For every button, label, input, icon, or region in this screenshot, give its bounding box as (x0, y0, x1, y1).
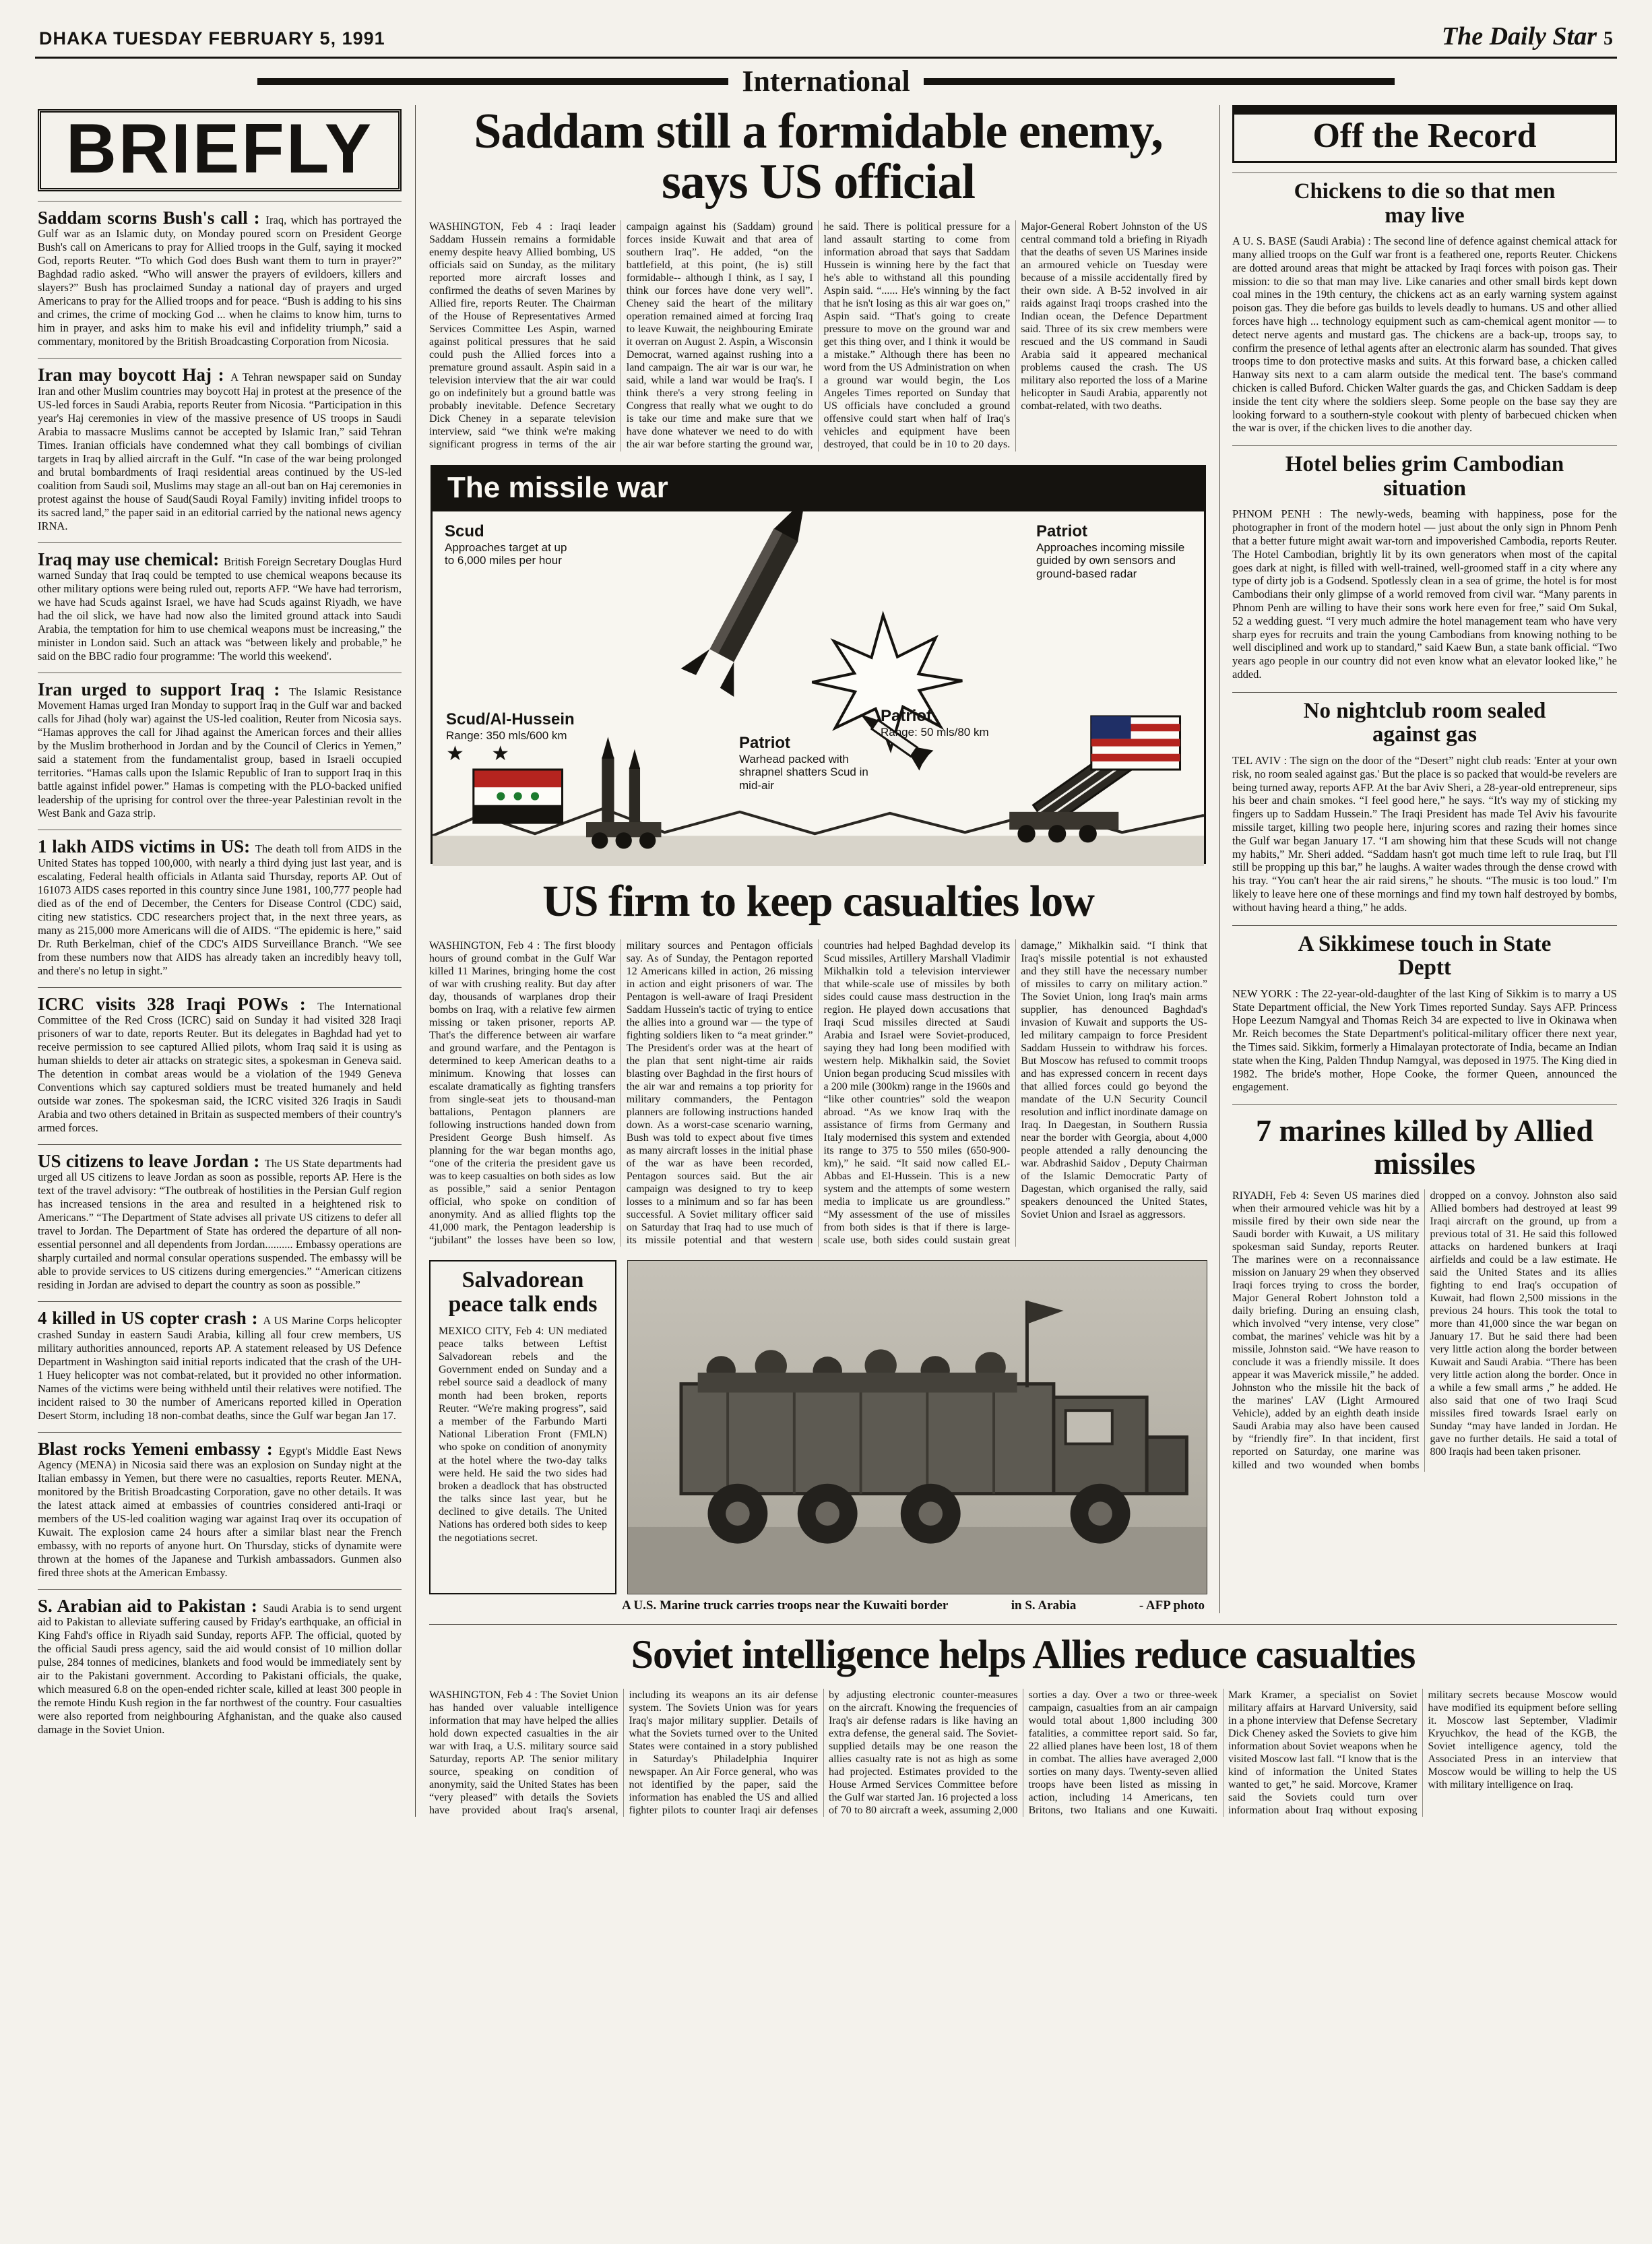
brief-title: Saddam scorns Bush's call : (38, 208, 266, 228)
brief-title: Iran may boycott Haj : (38, 365, 231, 385)
missile-war-stage (433, 511, 1204, 862)
masthead-right (1442, 22, 1613, 51)
patriot-label: Patriot Approaches incoming missile guided by own sensors and ground-based radar (1036, 522, 1185, 580)
photo-caption (429, 1594, 1207, 1613)
otr-item-title: Hotel belies grim Cambodian situation (1285, 452, 1564, 501)
off-the-record-title: Off the Record (1232, 105, 1617, 163)
marines-article-body: RIYADH, Feb 4: Seven US marines died when their armoured vehicle was hit by a missile fired by their own side near the Saudi border with Kuwait, a US military spokesman said Sunday, reports Reuter. The marines were on a reconnaissance mission on January 29 when they observed Iraqi forces trying to cross the border, Major General Robert Johnston told a daily briefing. During an ensuing clash, which involved “very intense, very close” combat, the marines' vehicle was hit by a missile, Johnston said. “We have reason to conclude it was a friendly missile. It does appear it was Maverick missile,” he added. Johnston who the missile hit the back of the marines' LAV (Light Armoured Vehicle), added by an eighth death inside Saudi Arabia may also have been caused by “friendly fire”. In that incident, first reported on Saturday, one marine was killed and two wounded when bombs dropped on a convoy. Johnston also said Allied bombers had destroyed at least 99 Iraqi aircraft on the ground, up from a previous total of 31. He said this followed attacks on hardened bunkers at Iraqi airfields and could be a law estimate. He said the United States and its allies fighting to end Iraq's occupation of Kuwait, had flown 2,500 missions in the previous 24 hours. This took the total to more than 41,000 since the war began on January 17. But he said there had been very little action along the border between Kuwait and Saudi Arabia. “There has been very little action along the border. Once in a while a few small arms ,” he added. He also said that one of two Iraqi Scud missiles fired towards Israel early on Sunday “may have landed in Jordan. He gave no further details. He said a total of 800 Iraqis had been taken prisoner. (1232, 1189, 1617, 1471)
brief-body: The International Committee of the Red Cross (ICRC) said on Sunday it had visited 328 Iraqi prisoners of war to date, reports Reuter. But its delegates in Baghdad had yet to receive permission to see captured Allied pilots, whom Iraq said it is using as human shields to deter air attacks on strategic sites, a spokesman in Geneva said. The detention in combat areas would be a violation of the 1949 Geneva Conventions which say captured soldiers must be treated humanely and held outside war zones. The spokesman said, the ICRC visited 326 Iraqis in Saudi Arabia and two others detained in Britain as suspected members of their country's armed forces. (38, 999, 402, 1135)
brief-title: Blast rocks Yemeni embassy : (38, 1438, 279, 1459)
brief-body: The death toll from AIDS in the United States has topped 100,000, with nearly a third dying just last year, and is escalating, Federal health officials in Atlanta said Thursday, reports AP. Out of 161073 AIDS cases reported in this country since June 1981, 100,777 people had died as of the end of December, the Centers for Disease Control (CDC) said, citing new statistics. CDC researchers project that, in the next three years, as many as 215,000 more Americans will die of AIDS. “The epidemic is here,” said Dr. Ruth Berkelman, chief of the CDC's AIDS Surveillance Branch. “We see from these numbers now that AIDS has already taken an incredibly heavy toll, and there's no letup in sight.” (38, 842, 402, 977)
otr-item-body: A U. S. BASE (Saudi Arabia) : The second line of defence against chemical attack for many allied troops on the Gulf war front is a feathered one, reports Reuter. Chickens are dotted around areas that might be attacked by Iraqi forces with poison gas. Their mission: to die so that man may live. Like canaries and other small birds kept down coal mines in the 19th century, the chickens act as an early warning system against poison gas. They die before gas builds to levels deadly to humans. US and other allied forces have high ... technology equipment such as cam-chemical agent monitor — to detect nerve agents and mustard gas. The chickens are a back-up, troops say, to confirm the presence of lethal agents after an electronic alarm has sounded. That gives troops time to don protective masks and suits. At this forward base, a chicken called Hanway sits next to a cam alarm outside the medical tent. The base's command chicken is called Buford. Chicken Walter guards the gas, and Chicken Saddam is deep inside the tent city where the soldiers sleep. Some people on the base say they are looking forward to a southern-style cookout with plenty of barbecued chicken when the war is over, if the chicken lives to die another day. (1232, 235, 1617, 435)
brief-item-saddam-scorns (38, 201, 402, 348)
otr-item-hotel (1232, 445, 1617, 681)
brief-body: Saudi Arabia is to send urgent aid to Pakistan to alleviate suffering caused by Friday's earthquake, an official in King Fahd's office in Riyadh said Sunday, reports AFP. The official, quoted by the official Saudi press agency, said the aid would consist of 10 million dollar pulse, 284 tonnes of medicines, blankets and food would be immediately sent by air to the Pakistani government. According to Pakistani officials, the quake, which measured 6.8 on the open-ended richter scale, killed at least 300 people in the remote Hindu Kush region in the far northwest of the country. Four casualties were also reported from neighbouring Afghanistan, and the quake also caused damage in the Soviet Union. (38, 1602, 402, 1737)
otr-item-chickens (1232, 173, 1617, 435)
scud-label: Scud Approaches target at up to 6,000 miles per hour (445, 522, 573, 567)
section-rule-left (257, 78, 728, 85)
otr-item-title: No nightclub room sealed against gas (1303, 698, 1546, 747)
salvador-headline: Salvadorean peace talk ends (448, 1268, 598, 1317)
otr-item-body: PHNOM PENH : The newly-weds, beaming with happiness, pose for the photographer in front of the modern hotel — just about the only sign in Phnom Penh that a better future might await war-torn and impoverished Cambodia, reports Reuter. The Hotel Cambodian, brightly lit by its own generators when most of the capital goes dark at night, is filled with well-trained, well-groomed staff in a city where any type of dirty job is a Godsend. Spotlessly clean in a sea of grime, the hotel is for most Cambodians their only glimpse of a world removed from civil war. “Many parents in Phnom Penh are willing to have their sons work here even for free,” said Om Sukal, 52 a wedding guest. “I very much admire the hotel management team who have very sharp eyes for recruits and train the young Cambodians from knowing nothing to be well disciplined and work up to standard,” said Kaew Bun, a state bank official. “Two years ago people in our country did not even know what an elevator looked like,” he added. (1232, 507, 1617, 681)
soviet-article-body: WASHINGTON, Feb 4 : The Soviet Union has handed over valuable intelligence information that may have helped the allies hold down expected casualties in the air war with Iraq, a U.S. military source said Saturday, reports AP. The senior military source, speaking on condition of anonymity, said the United States has been “very pleased” with details the Soviets have provided about Iraq's arsenal, including its weapons an its air defense system. The Soviets Union was for years Iraq's major military supplier. Details of what the Soviets turned over to the United States were contained in a story published in Saturday's Philadelphia Inquirer newspaper. An Air Force general, who was not identified by the paper, said the information has enabled the US and allied fighter pilots to counter Iraqi air defenses by adjusting electronic counter-measures on the aircraft. Knowing the frequencies of Iraq's air defense radars is like having an extra defense, the general said. The Soviet-supplied details may be one reason the allies casualty rate is not as high as some had projected. Estimates provided to the House Armed Services Committee before the Gulf war started Jan. 16 projected a loss of 70 to 80 aircraft a week, assuming 2,000 sorties a day. Over a two or three-week campaign, casualties from an air campaign would total about 1,800 including 300 fatalities, a committee report said. So far, 22 allied planes have been lost, 18 of them in combat. The allies have averaged 2,000 sorties on many days. Twenty-seven allied troops have been listed as missing in action, including 14 Americans, ten Britons, two Italians and one Kuwaiti. Mark Kramer, a specialist on Soviet military affairs at Harvard University, said in a phone interview that Defense Secretary Dick Cheney asked the Soviets to give him information about Soviet weapons when he visited Moscow last fall. “I know that is the kind of information the United States wanted to get,” he said. Morcove, Kramer said the Soviets could turn over information about Iraq without exposing military secrets because Moscow would have modified its equipment before selling it. Moscow last September, Vladimir Kryuchkov, the head of the KGB, the Soviet intelligence agency, told the Associated Press in an interview that Moscow would be willing to help the US with military intelligence on Iraq. (429, 1689, 1617, 1817)
scud-stars: ★ ★ (446, 743, 521, 766)
top-area (429, 105, 1617, 1613)
brief-item-icrc-pows (38, 987, 402, 1135)
salvador-body: MEXICO CITY, Feb 4: UN mediated peace talks between Leftist Salvadorean rebels and the Government ended on Sunday and a rebel source said a deadlock of many month had been broken, reports Reuter. “We're making progress”, said a member of the Farbundo Marti National Liberation Front (FMLN) who spoke on condition of anonymity at the hotel where the two-day talks were held. He said the two sides had broken a deadlock that has obstructed the talks since last year, but he declined to give details. The United Nations has ordered both sides to keep the negotiations secret. (439, 1325, 607, 1544)
soviet-article (429, 1624, 1617, 1817)
brief-item-aids-victims (38, 830, 402, 977)
briefly-logo: BRIEFLY (38, 109, 402, 191)
salvador-article (429, 1260, 616, 1594)
soviet-headline: Soviet intelligence helps Allies reduce casualties (631, 1631, 1416, 1677)
scud-name: Scud (445, 522, 484, 540)
page-content (35, 105, 1617, 1817)
off-the-record-column (1219, 105, 1617, 1613)
otr-item-title: Chickens to die so that men may live (1294, 179, 1556, 228)
otr-item-nightclub (1232, 692, 1617, 914)
brief-item-copter-crash (38, 1301, 402, 1422)
caption-mid: in S. Arabia (1011, 1598, 1077, 1613)
brief-item-iraq-chemical (38, 542, 402, 663)
section-title: International (742, 65, 910, 98)
otr-item-sikkimese (1232, 925, 1617, 1094)
brief-item-yemeni-embassy (38, 1432, 402, 1580)
masthead (35, 19, 1617, 59)
brief-title: S. Arabian aid to Pakistan : (38, 1596, 263, 1617)
section-header (257, 64, 1395, 98)
missile-war-title: The missile war (433, 467, 1204, 511)
iraq-flag (474, 770, 563, 823)
page-number: 5 (1603, 28, 1613, 49)
brief-body: Egypt's Middle East News Agency (MENA) in Nicosia said there was an explosion on Sunday night at the Italian embassy in Yemen, but there were no casualties, reports Reuter. MENA, monitored by the British Broadcasting Corporation, gave no other details. It was the latest attack aimed at embassies of countries considered anti-Iraqi or members of the US-led coalition waging war against Iraq over its occupation of Kuwait. The explosion came 24 hours after a similar blast near the French embassy, with no reports of anyone hurt. On Thursday, sticks of dynamite were thrown at the homes of the Japanese and Turkish ambassadors. Gunmen also fired three shots at the American Embassy. (38, 1444, 402, 1580)
main-headline: Saddam still a formidable enemy, says US official (474, 104, 1163, 210)
truck-photo-illustration (628, 1261, 1207, 1594)
brief-item-iran-boycott (38, 358, 402, 532)
brief-title: US citizens to leave Jordan : (38, 1151, 265, 1172)
us-flag (1091, 716, 1180, 769)
masthead-date: DHAKA TUESDAY FEBRUARY 5, 1991 (39, 28, 385, 49)
section-rule-right (924, 78, 1395, 85)
briefly-column (35, 105, 416, 1817)
patriot-range-label: Patriot Range: 50 mls/80 km (881, 706, 989, 739)
main-area (416, 105, 1617, 1817)
paper-name: The Daily Star (1441, 22, 1597, 51)
otr-item-body: TEL AVIV : The sign on the door of the “Desert” night club reads: 'Enter at your own risk, no room sealed against gas.' But the place is so packed that would-be revelers are being turned away, reports AFP. At the bar Aviv Sheri, a 28-year-old entrepreneur, sips his beer and chain smokes. “I feel good here,” he says. “It's way my of sticking my fingers up to Saddam Hussein.” The Iraqi President has made Tel Aviv his favourite missile target, killing two people here, injuring scores and razing their homes since the Gulf war began January 17. “I am showing him that these Scuds will not change my habits,” Mr. Sheri added. “Saddam hasn't got much time left to rule Iraq, but I'll still be propping up this bar,” he laughs. A waiter wades through the dense crowd with his tray. “You can't hear the air raid sirens,” he shouts. “The music is too loud.” I'm likely to leave here one of these mornings and find my town half destroyed by bombs, without having heard a thing,” he adds. (1232, 754, 1617, 914)
brief-item-arabian-aid-pakistan (38, 1589, 402, 1737)
brief-item-iran-support-iraq (38, 673, 402, 820)
brief-body: British Foreign Secretary Douglas Hurd warned Sunday that Iraq could be tempted to use chemical weapons because its other military options were being ruled out, reports AFP. “We have had terrorism, we have had Scuds against Israel, we have had Scuds against Riyadh, we have had the oil slick, we have had now also the limited ground attack into Saudi Arabia, the temptation for him to use chemical weapons must be increasing,” the minister in London said. Such an attack was “between likely and probable,” he said on the BBC radio four programme: 'The world this weekend'. (38, 555, 402, 663)
otr-item-body: NEW YORK : The 22-year-old-daughter of the last King of Sikkim is to marry a US State Department official, the New York Times reported Sunday. Says AFP. Princess Hope Leezum Namgyal and Thomas Reich 34 are expected to live in Okinawa when Mr. Reich becomes the State Department's political-military officer there next year, the Times said. Sikkim, formerly a Himalayan protectorate of India, became an Indian state when the King, Palden Thndup Namgyal, was deposed in 1975. The King died in 1982. The bride's mother, Hope Cooke, the former Queen, announced the engagement. (1232, 987, 1617, 1094)
bottom-row (429, 1260, 1207, 1594)
missile-war-graphic (431, 465, 1206, 864)
brief-body: Iraq, which has portrayed the Gulf war as an Islamic duty, on Monday poured scorn on President George Bush's call on Americans to pray for Allied troops in the Gulf, saying it mocked God, reports Reuter. “To which God does Bush want them to turn in prayer?” Baghdad radio asked. “Who will answer the prayers of evildoers, killers and slayers?” Bush has proclaimed Sunday a national day of prayers and urged Americans to pray for the Allied troops and for peace. “Bush is adding to his sins and crimes, the crime of mocking God ... when he claims to know him, turns to him in prayer, and asks him to make his evil and infidelity triumph,” said a commentary, monitored by the British Broadcasting Corporation from Nicosia. (38, 214, 402, 348)
marines-headline: 7 marines killed by Allied missiles (1232, 1104, 1617, 1180)
brief-title: Iran urged to support Iraq : (38, 679, 290, 700)
brief-body: A Tehran newspaper said on Sunday Iran and other Muslim countries may boycott Haj in protest at the presence of the US-led forces in Saudi Arabia, reports Reuter from Nicosia. “Participation in this year's Haj ceremonies in view of the massive presence of US troops in Saudi Arabia to massacre Muslims cannot be accepted by Islamic Iran,” said Tehran Times. Iranian officials have condemned what they call bombings of civilian targets in Iraq by allied aircraft in the Gulf. “In case of the war being prolonged and brutal bombardments of Iraqi residential areas continued by the US-led coalition from Saudi soil, Muslims may stage an all-out ban on Haj ceremonies in protest against the house of Saud(Saudi Royal Family) inviting infidel troops to its sacred land,” the paper said in an editorial carried by the national news agency IRNA. (38, 371, 402, 532)
caption-left: A U.S. Marine truck carries troops near the Kuwaiti border (622, 1598, 949, 1613)
scud-range-label: Scud/Al-Hussein Range: 350 mls/600 km ★ ★ (446, 710, 575, 766)
brief-title: 4 killed in US copter crash : (38, 1308, 263, 1329)
saddam-article-body: WASHINGTON, Feb 4 : Iraqi leader Saddam Hussein remains a formidable enemy despite heavy Allied bombing, US officials said on Sunday, as the military reported more aircraft losses and confirmed the deaths of seven Marines by Allied fire, reports Reuter. The Chairman of the House of Representatives Armed Services Committee Les Aspin, warned against political pressures that he said could push the Allied forces into a premature ground assault. Aspin said in a television interview that the air war could go on indefinitely but a ground battle was probably inevitable. Defence Secretary Dick Cheney in a separate television interview, said “we think we're making significant progress in terms of the air campaign against his (Saddam) ground forces inside Kuwait and that area of southern Iraq”. He added, “on the battlefield, at this point, (he is) still formidable-- although I think, as I say, I think our forces have done very well”. Cheney said the heart of the military operation remained aimed at forcing Iraq to leave Kuwait, the neighbouring Emirate it overran on August 2. Aspin, a Wisconsin Democrat, warned against rushing into a land campaign. The air war is our war, he said, while a land war would be Iraq's. I think there's a very strong feeling in Congress that really what we ought to do is take our time and make sure that we have done whatever we need to do with the air war before starting the ground war, he said. There is political pressure for a land assault starting to come from information abroad that says that Saddam Hussein is winning here by the fact that he's able to withstand all this pounding Aspin said. “...... He's winning by the fact that he isn't losing as this air war goes on,” Aspin said. “That's going to create pressure to move on the ground war and get this thing over, and I think it would be a mistake.” Although there has been no word from the US Administration on when a ground war would begin, the Los Angeles Times reported on Sunday that US officials have concluded a ground offensive could start when half of Iraq's vehicles and equipment have been destroyed, that could be in 10 to 20 days. Major-General Robert Johnston of the US central command told a briefing in Riyadh that the deaths of seven US Marines inside an armoured vehicle on Tuesday were because of a missile accidentally fired by their own side. A B-52 involved in air raids against Iraqi troops crashed into the Indian ocean, the Defence Department said. Three of its six crew members were rescued and the US command in Saudi Arabia said it appeared mechanical problems caused the crash. The US military also reported the loss of a Marine helicopter in Saudi Arabia, apparently not combat-related, with two deaths. (429, 220, 1207, 451)
usfirm-headline: US firm to keep casualties low (542, 876, 1094, 926)
brief-title: Iraq may use chemical: (38, 549, 224, 569)
patriot-warhead-label: Patriot Warhead packed with shrapnel shatters Scud in mid-air (739, 733, 868, 792)
marine-truck-photo (627, 1260, 1207, 1594)
brief-body: The Islamic Resistance Movement Hamas urged Iran Monday to support Iraq in the Gulf war and backed calls for Jihad (holy war) against the US-led coalition, Reuter from Nicosia says. “Hamas approves the call for Jihad against the American forces and their allies by the Muslim brotherhood in Jordan and by the Council of Clerics in Yemen,” said a statement from the fundamentalist group, based in Israeli occupied territories. “Hamas calls upon the Islamic Republic of Iran to support Iraq in this battle against infidel power.” Hamas is competing with the PLO-backed unified leadership of the uprising for control over the three-year Palestinian revolt in the West Bank and Gaza strip. (38, 685, 402, 820)
brief-title: ICRC visits 328 Iraqi POWs : (38, 993, 318, 1014)
brief-item-us-citizens-jordan (38, 1144, 402, 1292)
center-column (429, 105, 1207, 1613)
usfirm-article-body: WASHINGTON, Feb 4 : The first bloody hours of ground combat in the Gulf War killed 11 Marines, bringing home the cost of war with crushing reality. But day after day, thousands of warplanes drop their bombs on Iraq, with a relative few airmen missing or taken prisoner, reports AP. That's the difference between air warfare and ground warfare, and the Pentagon is determined to keep American deaths to a minimum. Knowing that losses can escalate dramatically as fighting transfers from single-seat jets to thousand-man battalions, Pentagon planners are following instructions handed down from President George Bush himself. As planning for the war began months ago, “one of the criteria the president gave us was to keep casualties on both sides as low as possible,” said a senior Pentagon official, who spoke on condition of anonymity. And as allied flights top the 41,000 mark, the Pentagon leadership is “jubilant” the losses have been so low, military sources and Pentagon officials say. As of Sunday, the Pentagon reported 12 Americans killed in action, 26 missing in action and eight prisoners of war. The Pentagon is well-aware of Iraqi President Saddam Hussein's tactic of trying to entice the allies into a ground war — the type of fighting soldiers liken to “a meat grinder.” The President's order was at the heart of the plan that sent night-time air raids blasting over Baghdad in the first hours of the air war and remains a top priority for military commanders, the Pentagon planners are following instructions handed down. As a worst-case scenario warning, Bush was told to expect about five times as many aircraft losses in the initial phase of the war as have been recorded, Pentagon sources said. But the air campaign was designed to try to keep losses to a minimum and so far has been successful. A Soviet military officer said on Saturday that Iraq had to use much of its missile potential and that western countries had helped Baghdad develop its Scud missiles, Artillery Marshall Vladimir Mikhalkin told a television interviewer that while-scale use of missiles by both sides could cause mass destruction in the region. He played down accusations that Iraqi Scud missiles directed at Saudi Arabia and Israel were Soviet-produced, saying they had long been modified with western help. Mikhalkin said, the Soviet Union began producing Scud missiles with a 200 mile (300km) range in the 1960s and “like other countries” sold the weapon abroad. “As we know Iraq with the assistance of firms from Germany and Italy modernised this system and extended its range to 375 to 550 miles (650-900- km),” he said. “It said now called EL-Abbas and El-Hussein. This is a new system and the attempts of some western media to implicate us are groundless.” “My assessment of the use of missiles from both sides is that if there is large-scale use, both sides could sustain great damage,” Mikhalkin said. “I think that Iraq's missile potential is not exhausted and they still have the necessary number of missiles to carry on military action.” The Soviet Union, long Iraq's main arms supplier, has denounced Baghdad's invasion of Kuwait and supports the US-led military campaign to force President Saddam Hussein to withdraw his forces. But Moscow has refused to commit troops and has expressed concern in recent days that allied forces could go beyond the mandate of the U.N Security Council resolution and inflict inordinate damage on Iraq. In Daegestan, in Southern Russia near the border with Georgia, about 4,000 people attended a rally denouncing the war. Abdrashid Saidov , Deputy Chairman of the Islamic Democratic Party of Dagestan, which organised the rally, said speakers denounced the United States, Soviet Union and Israel as aggressors. (429, 939, 1207, 1247)
caption-credit: - AFP photo (1139, 1598, 1205, 1613)
otr-item-title: A Sikkimese touch in State Deptt (1298, 931, 1552, 980)
brief-body: A US Marine Corps helicopter crashed Sunday in eastern Saudi Arabia, killing all four crew members, US military authorities announced, reports AP. A statement released by US Defence Department in Washington said initial reports indicated that the crash of the UH-1 Huey helicopter was not combat-related, but it provided no other information. Names of the victims were being withheld until their relatives were notified. The incident raised to 30 the number of Americans reported killed in Operation Desert Storm, including 18 non-combat deaths, since the Gulf war began Jan 17. (38, 1314, 402, 1422)
brief-body: The US State departments had urged all US citizens to leave Jordan as soon as possible, reports AP. Here is the text of the travel advisory: “The outbreak of hostilities in the Persian Gulf region has increased tensions in the area and resulted in a heightened risk to Americans.” “The Department of State advises all private US citizens to defer all travel to Jordan. The Department of State has ordered the departure of all non-essential personnel and all dependents from Jordan.......... Embassy operations are sharply curtailed and normal consular operations suspended. The embassy will be able to provide services to US citizens during emergencies.” “American citizens residing in Jordan are advised to depart the country as soon as possible.” (38, 1157, 402, 1292)
brief-title: 1 lakh AIDS victims in US: (38, 836, 255, 857)
